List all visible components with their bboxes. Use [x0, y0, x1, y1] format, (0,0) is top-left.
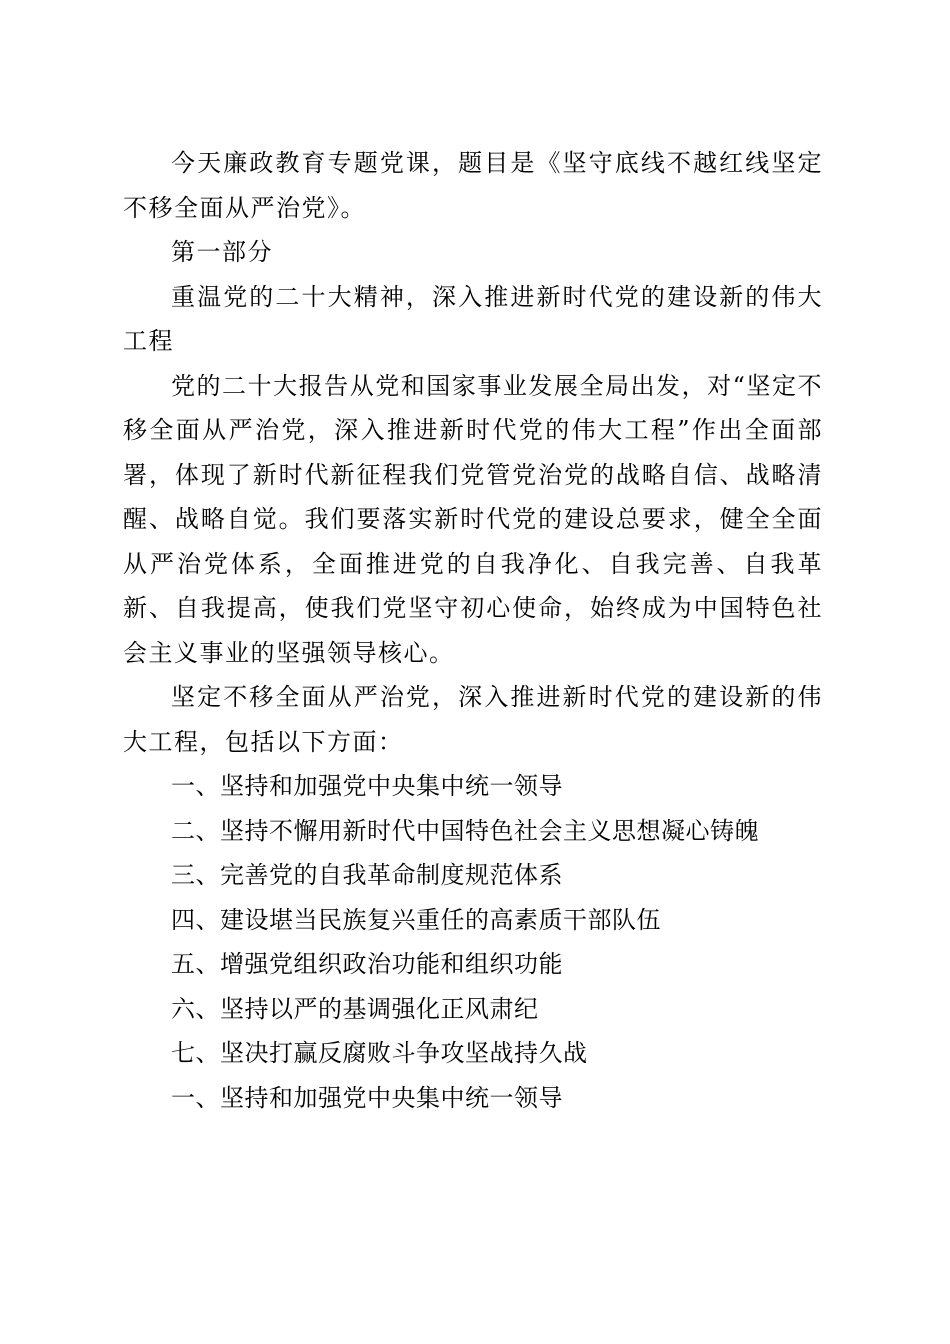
- lead-in-paragraph: 坚定不移全面从严治党，深入推进新时代党的建设新的伟大工程，包括以下方面：: [123, 683, 823, 756]
- list-item: 三、完善党的自我革命制度规范体系: [171, 861, 563, 889]
- body-paragraph: 党的二十大报告从党和国家事业发展全局出发，对“坚定不移全面从严治党，深入推进新时代党的伟大工程”作出全面部署，体现了新时代新征程我们党管党治党的战略自信、战略清醒、战略自觉。我们要落实新时代党的建设总要求，健全全面从严治党体系，全面推进党的自我净化、自我完善、自我革新、自我提高，使我们党坚守初心使命，始终成为中国特色社会主义事业的坚强领导核心。: [123, 371, 823, 667]
- list-item: 四、建设堪当民族复兴重任的高素质干部队伍: [171, 905, 661, 934]
- section-title: 重温党的二十大精神，深入推进新时代党的建设新的伟大工程: [123, 282, 823, 355]
- list-item: 六、坚持以严的基调强化正风肃纪: [171, 994, 539, 1023]
- list-item: 二、坚持不懈用新时代中国特色社会主义思想凝心铸魄: [171, 816, 759, 845]
- list-item: 一、坚持和加强党中央集中统一领导: [171, 1083, 563, 1112]
- list-item: 五、增强党组织政治功能和组织功能: [171, 950, 563, 978]
- intro-paragraph: 今天廉政教育专题党课，题目是《坚守底线不越红线坚定不移全面从严治党》。: [123, 149, 823, 222]
- document-body: [123, 141, 823, 1120]
- list-item: 七、坚决打赢反腐败斗争攻坚战持久战: [171, 1039, 588, 1067]
- part-label: 第一部分: [171, 238, 273, 266]
- list-item: 一、坚持和加强党中央集中统一领导: [171, 772, 563, 800]
